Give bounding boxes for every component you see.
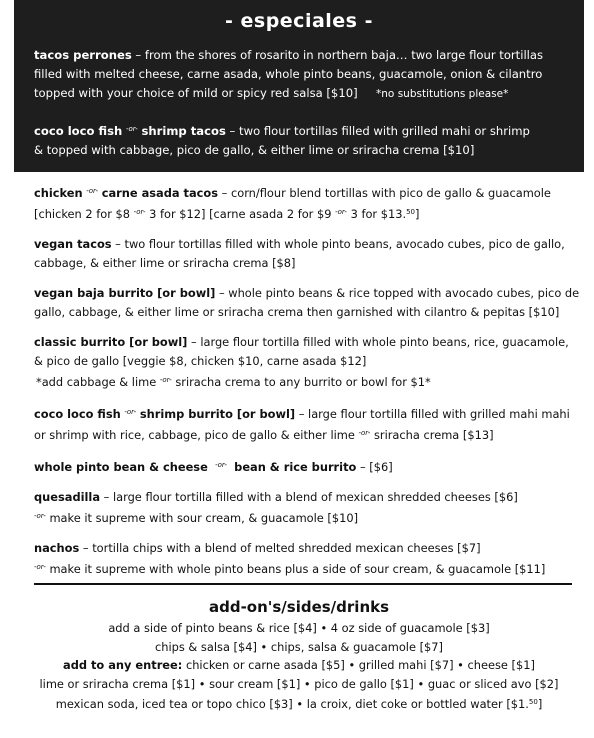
addons-section (14, 596, 584, 714)
specials-title: - especiales - (225, 10, 373, 32)
addons-line-5: mexican soda, iced tea or topo chico [$3] • la croix, diet coke or bottled water [$1. (55, 697, 529, 711)
pinto-burrito-price: – [$6] (356, 460, 393, 474)
coco-loco-tacos-desc-2: & topped with cabbage, pico de gallo, & either lime or sriracha crema [$10] (34, 143, 475, 157)
coco-loco-tacos-desc-1: – two flour tortillas filled with grilled mahi or shrimp (225, 124, 530, 138)
tacos-perrones-item (34, 46, 584, 104)
price-cents: 50 (528, 698, 538, 706)
quesadilla-name: quesadilla (34, 490, 101, 504)
vegan-burrito-desc-2: gallo, cabbage, & either lime or sriracha crema then garnished with cilantro & pepitas [$10] (34, 305, 560, 319)
chicken-tacos-price-c: 3 for $13. (346, 207, 407, 221)
or-label: -or- (159, 376, 172, 384)
vegan-tacos-item (34, 235, 584, 273)
classic-burrito-note-b: sriracha crema to any burrito or bowl for $1* (171, 375, 431, 389)
or-label: -or- (215, 461, 227, 469)
addons-line-4: lime or sriracha crema [$1] • sour cream [$1] • pico de gallo [$1] • guac or sliced avo [$2] (39, 676, 559, 691)
classic-burrito-desc-2: & pico de gallo [veggie $8, chicken $10, carne asada $12] (34, 354, 367, 368)
nachos-item (34, 539, 584, 579)
coco-loco-tacos-item (34, 120, 584, 160)
chicken-tacos-name-b: carne asada tacos (101, 186, 219, 200)
coco-loco-burrito-desc-1: – large flour tortilla filled with grilled mahi mahi (295, 407, 570, 421)
chicken-tacos-name-a: chicken (34, 186, 83, 200)
addons-line-5-end: ] (537, 697, 543, 711)
coco-loco-burrito-desc-2b: sriracha crema [$13] (370, 428, 494, 442)
classic-burrito-name: classic burrito [or bowl] (34, 335, 188, 349)
menu-items (34, 182, 584, 590)
tacos-perrones-desc-1: – from the shores of rosarito in northern baja… two large flour tortillas (131, 48, 544, 62)
or-label: -or- (358, 429, 371, 437)
or-label: -or- (125, 125, 138, 133)
or-label: -or- (335, 208, 347, 216)
vegan-tacos-desc-1: – two flour tortillas filled with whole pinto beans, avocado cubes, pico de gallo, (111, 237, 565, 251)
addons-line-1: add a side of pinto beans & rice [$4] • 4 oz side of guacamole [$3] (108, 621, 490, 635)
vegan-burrito-item (34, 284, 584, 322)
price-cents: 50 (406, 208, 416, 216)
vegan-burrito-name: vegan baja burrito [or bowl] (34, 286, 216, 300)
classic-burrito-item (34, 333, 584, 392)
tacos-perrones-note: *no substitutions please* (376, 88, 509, 100)
coco-loco-tacos-name-b: shrimp tacos (141, 124, 226, 138)
vegan-tacos-desc-2: cabbage, & either lime or sriracha crema [$8] (34, 256, 296, 270)
tacos-perrones-name: tacos perrones (34, 48, 132, 62)
or-label: -or- (124, 408, 137, 416)
tacos-perrones-desc-3: topped with your choice of mild or spicy red salsa [$10] (34, 86, 358, 100)
coco-loco-burrito-name-a: coco loco fish (34, 407, 121, 421)
vegan-tacos-name: vegan tacos (34, 237, 112, 251)
coco-loco-burrito-name-b: shrimp burrito [or bowl] (139, 407, 296, 421)
pinto-burrito-item (34, 456, 584, 477)
pinto-burrito-name-a: whole pinto bean & cheese (34, 460, 208, 474)
nachos-name: nachos (34, 541, 80, 555)
coco-loco-burrito-item (34, 403, 584, 445)
classic-burrito-desc-1: – large flour tortilla filled with whole pinto beans, rice, guacamole, (187, 335, 569, 349)
chicken-tacos-price-b: 3 for $12] [carne asada 2 for $9 (145, 207, 336, 221)
addons-title: add-on's/sides/drinks (208, 598, 390, 616)
or-label: -or- (86, 187, 99, 195)
addons-line-2: chips & salsa [$4] • chips, salsa & guacamole [$7] (155, 639, 443, 654)
or-label: -or- (34, 512, 46, 520)
or-label: -or- (34, 563, 46, 571)
chicken-tacos-price-d: ] (415, 207, 420, 221)
coco-loco-tacos-name-a: coco loco fish (34, 124, 123, 138)
addons-entree-label: add to any entree: (63, 658, 183, 672)
chicken-tacos-desc-1: – corn/flour blend tortillas with pico de gallo & guacamole (218, 186, 551, 200)
quesadilla-desc-1: – large flour tortilla filled with a blend of mexican shredded cheeses [$6] (100, 490, 518, 504)
chicken-tacos-item (34, 182, 584, 224)
quesadilla-item (34, 488, 584, 528)
coco-loco-burrito-desc-2a: or shrimp with rice, cabbage, pico de gallo & either lime (34, 428, 359, 442)
or-label: -or- (133, 208, 146, 216)
pinto-burrito-name-b: bean & rice burrito (234, 460, 357, 474)
quesadilla-desc-2: make it supreme with sour cream, & guacamole [$10] (45, 511, 359, 525)
section-divider (34, 583, 572, 585)
classic-burrito-note-a: *add cabbage & lime (36, 375, 160, 389)
specials-box (14, 0, 584, 172)
tacos-perrones-desc-2: filled with melted cheese, carne asada, whole pinto beans, guacamole, onion & cilantro (34, 67, 543, 81)
nachos-desc-2: make it supreme with whole pinto beans plus a side of sour cream, & guacamole [$11] (45, 562, 546, 576)
nachos-desc-1: – tortilla chips with a blend of melted shredded mexican cheeses [$7] (79, 541, 481, 555)
chicken-tacos-price-a: [chicken 2 for $8 (34, 207, 134, 221)
vegan-burrito-desc-1: – whole pinto beans & rice topped with avocado cubes, pico de (215, 286, 580, 300)
addons-line-3: chicken or carne asada [$5] • grilled mahi [$7] • cheese [$1] (182, 658, 535, 672)
